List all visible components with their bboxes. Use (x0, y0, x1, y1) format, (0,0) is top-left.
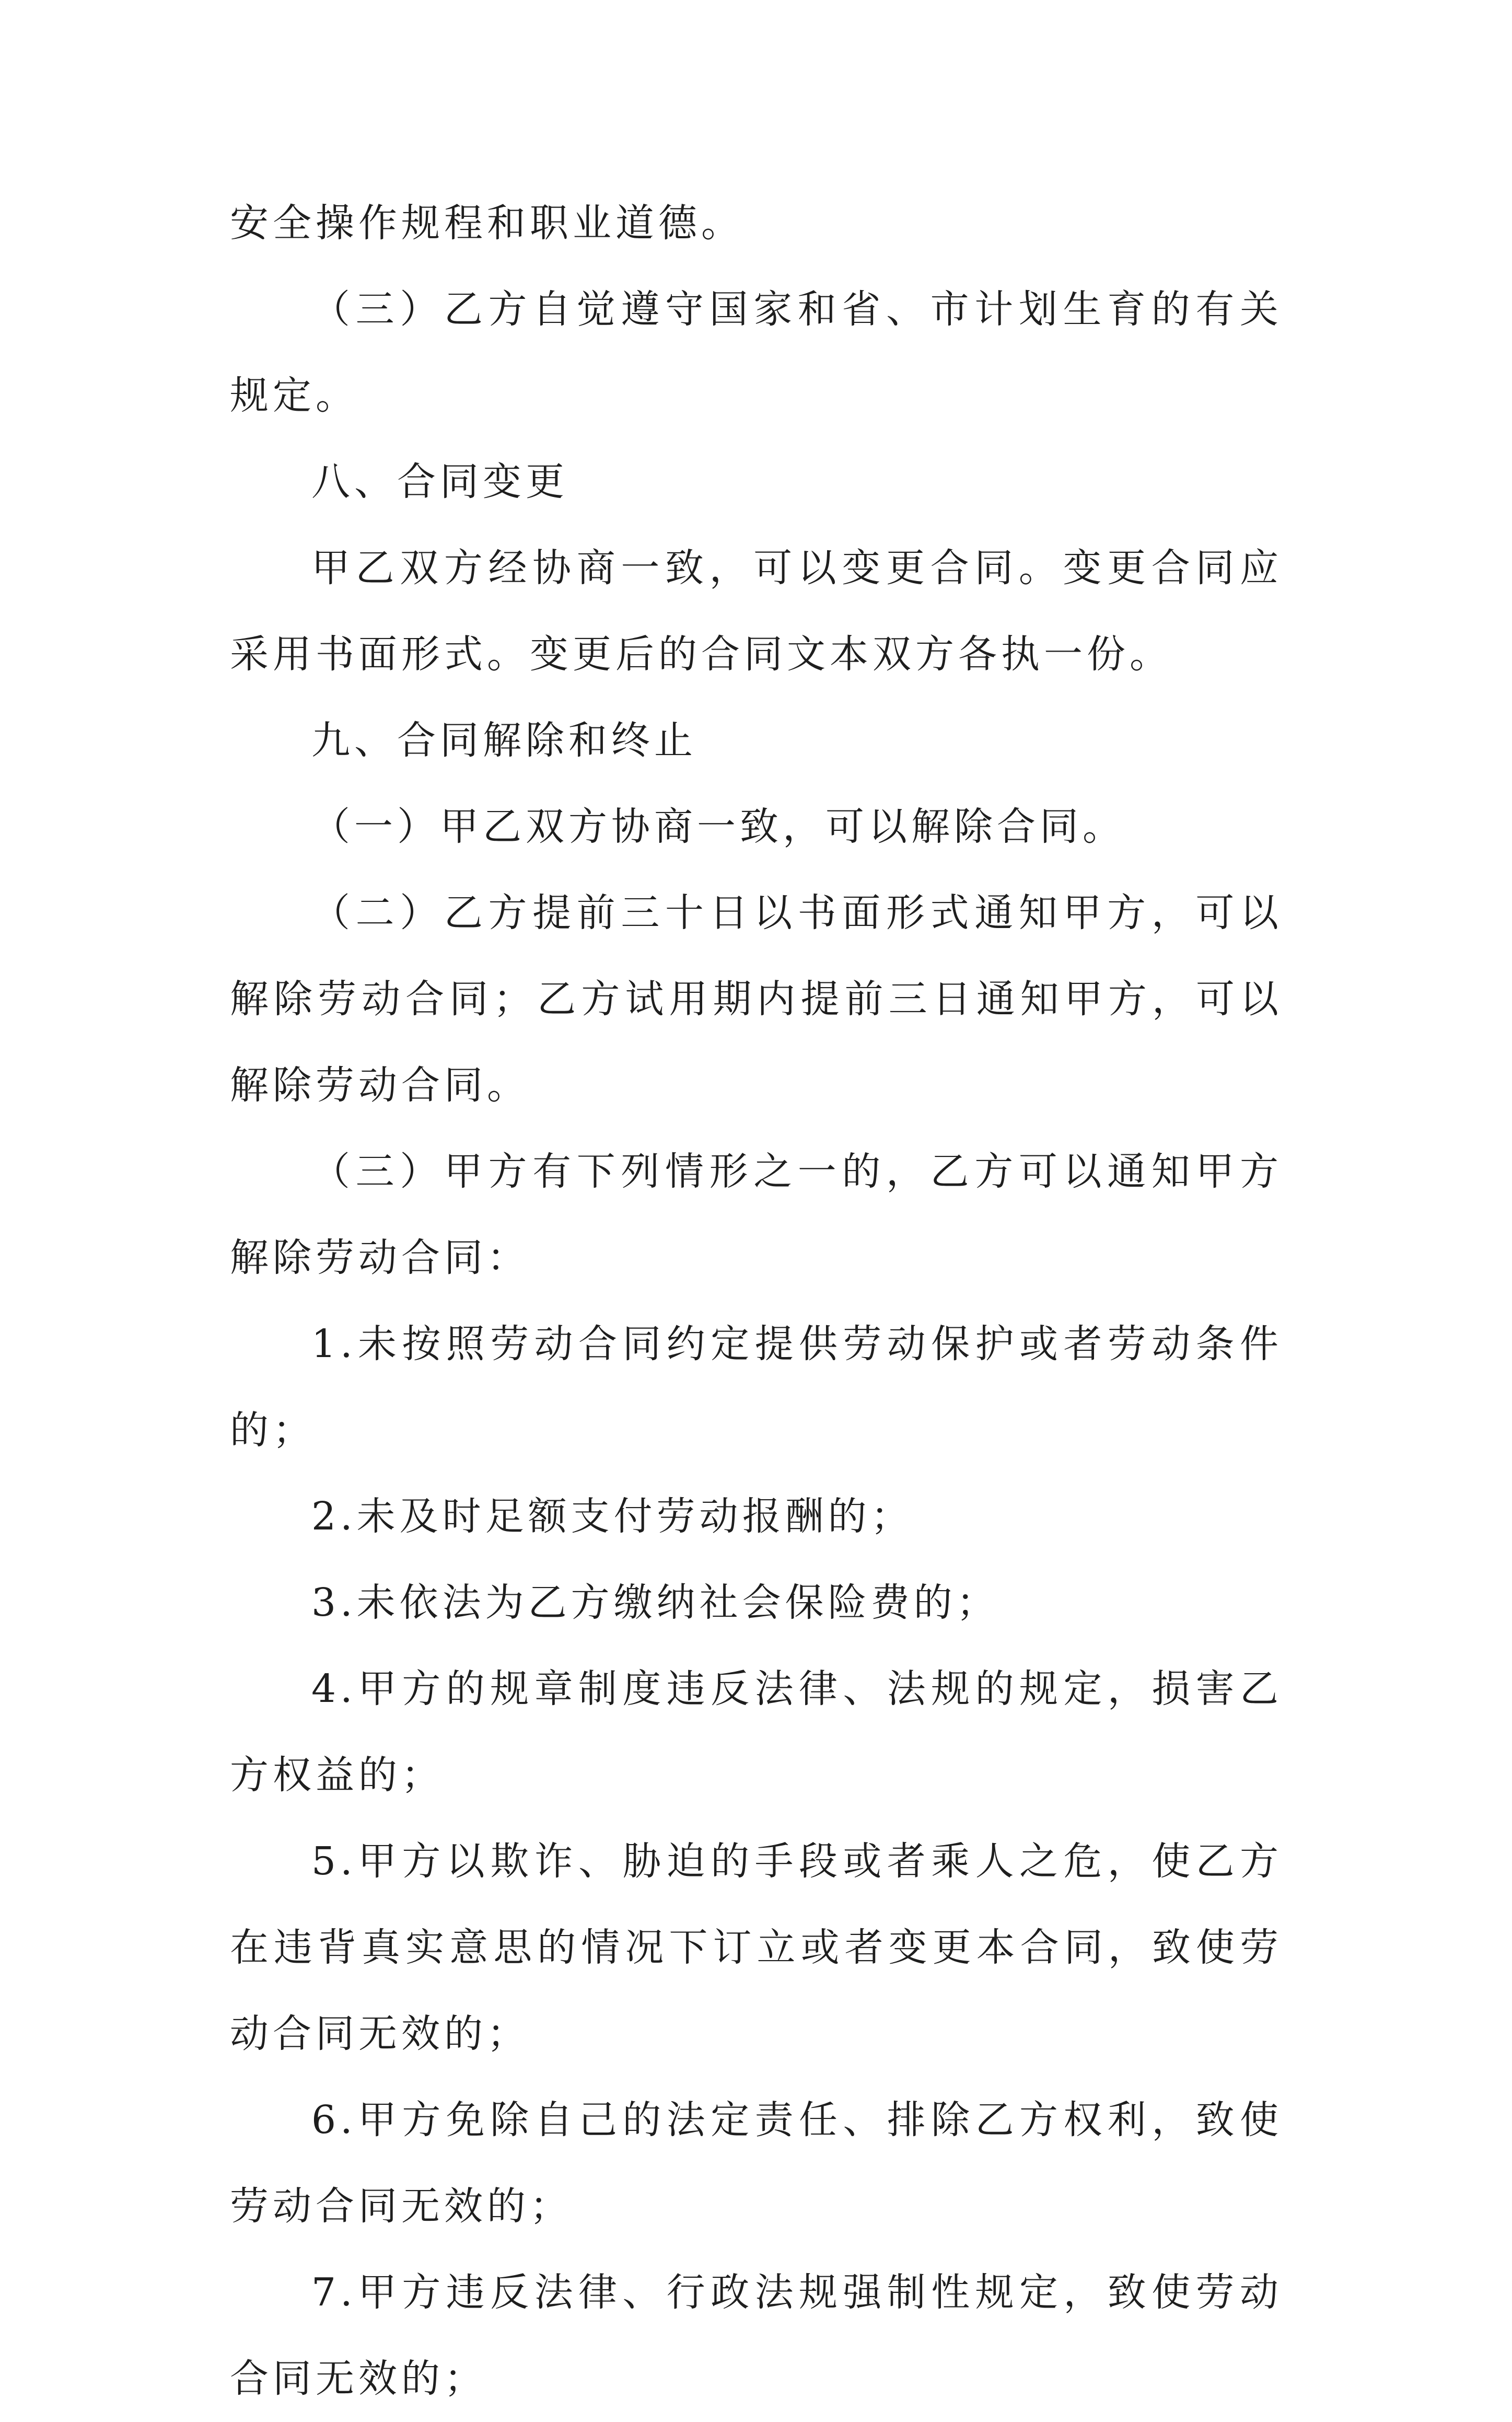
paragraph-4: 甲乙双方经协商一致，可以变更合同。变更合同应采用书面形式。变更后的合同文本双方各执一份。 (230, 546, 1283, 677)
paragraph-1: 安全操作规程和职业道德。 (230, 201, 744, 246)
paragraph-8: （三）甲方有下列情形之一的，乙方可以通知甲方解除劳动合同： (230, 1149, 1283, 1280)
list-item-6: 6.甲方免除自己的法定责任、排除乙方权利，致使劳动合同无效的； (230, 2097, 1283, 2229)
document-body (230, 180, 1283, 2422)
list-item-3: 3.未依法为乙方缴纳社会保险费的； (311, 1580, 999, 1625)
paragraph-6: （一）甲乙双方协商一致，可以解除合同。 (311, 804, 1125, 849)
section-heading-contract-change: 八、合同变更 (311, 459, 568, 504)
list-item-1: 1.未按照劳动合同约定提供劳动保护或者劳动条件的； (230, 1322, 1283, 1453)
list-item-7: 7.甲方违反法律、行政法规强制性规定，致使劳动合同无效的； (230, 2270, 1283, 2401)
list-item-4: 4.甲方的规章制度违反法律、法规的规定，损害乙方权益的； (230, 1666, 1283, 1798)
section-heading-contract-termination: 九、合同解除和终止 (311, 718, 697, 763)
paragraph-7: （二）乙方提前三十日以书面形式通知甲方，可以解除劳动合同；乙方试用期内提前三日通知甲方，可以解除劳动合同。 (230, 890, 1283, 1108)
list-item-2: 2.未及时足额支付劳动报酬的； (311, 1494, 914, 1539)
list-item-5: 5.甲方以欺诈、胁迫的手段或者乘人之危，使乙方在违背真实意思的情况下订立或者变更本合同，致使劳动合同无效的； (230, 1839, 1283, 2056)
paragraph-2: （三）乙方自觉遵守国家和省、市计划生育的有关规定。 (230, 287, 1283, 418)
